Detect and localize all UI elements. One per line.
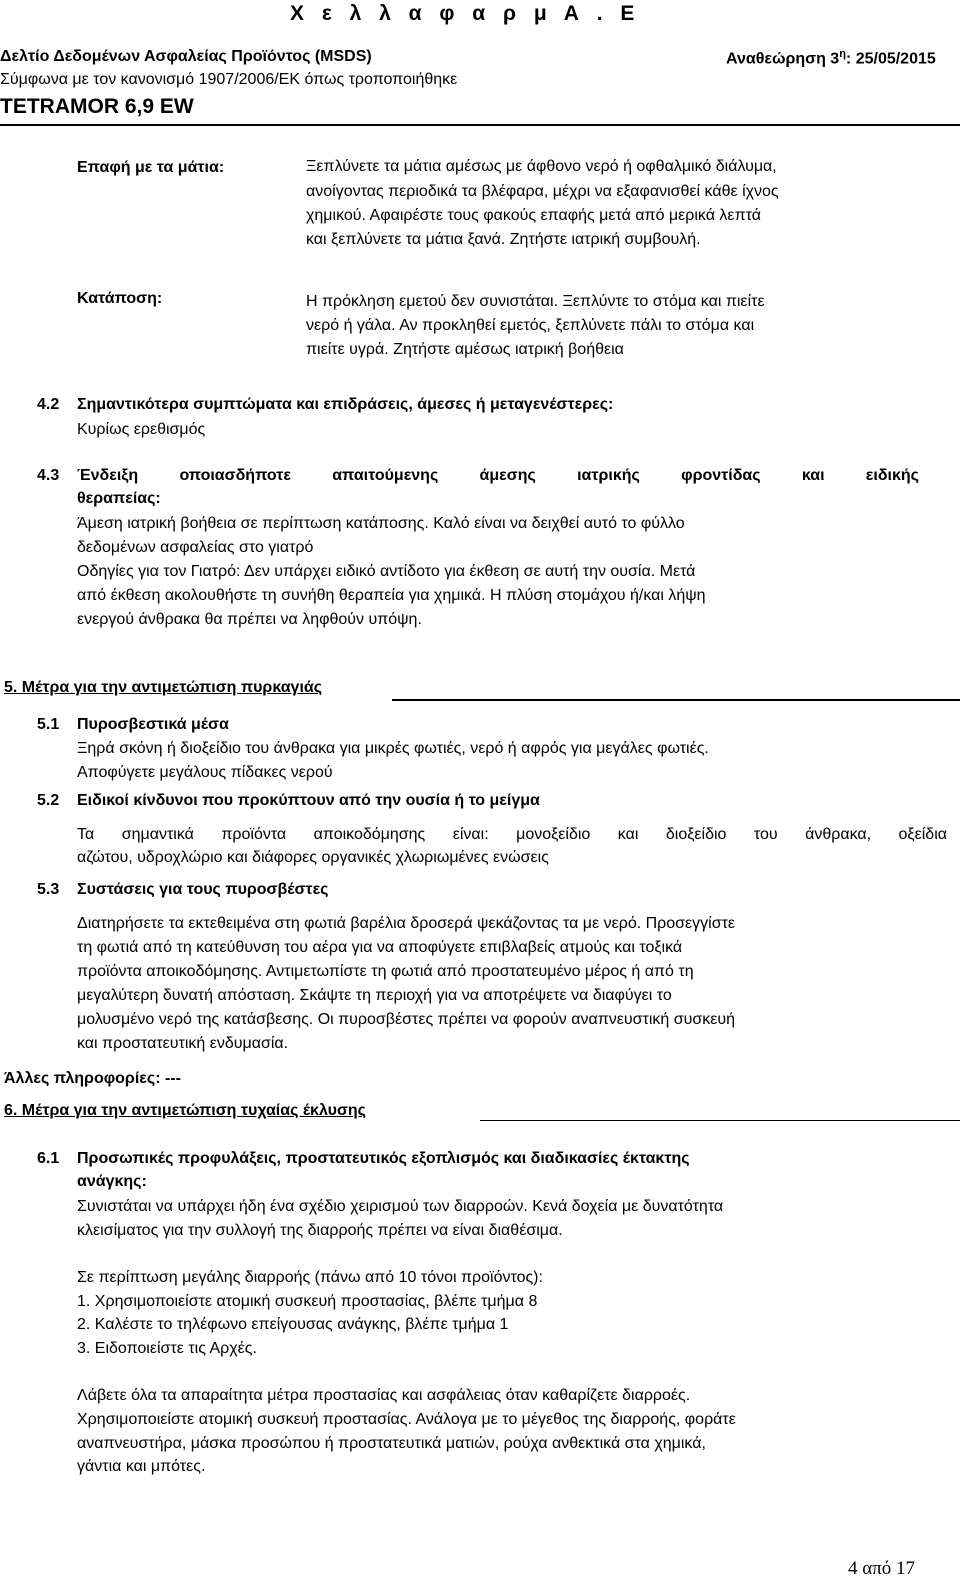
large-spill-intro: Σε περίπτωση μεγάλης διαρροής (πάνω από 10 τόνοι προϊόντος):	[77, 1269, 543, 1286]
section-5-1-number: 5.1	[37, 716, 60, 733]
company-name: Χ ε λ λ α φ α ρ μ Α . Ε	[290, 2, 641, 25]
section-5-3-line-5: μολυσμένο νερό της κατάσβεσης. Οι πυροσβέστες πρέπει να φορούν αναπνευστική συσκευή	[77, 1011, 736, 1028]
other-info: Άλλες πληροφορίες: ---	[4, 1070, 181, 1087]
section-5-2-line-2: αζώτου, υδροχλώριο και διάφορες οργανικές χλωριωμένες ενώσεις	[77, 849, 549, 866]
section-4-3-line-4: από έκθεση ακολουθήστε τη συνήθη θεραπεία για χημικά. Η πλύση στομάχου ή/και λήψη	[77, 587, 706, 604]
section-5-3-line-6: και προστατευτική ενδυμασία.	[77, 1035, 289, 1052]
section-5-title-rule	[392, 699, 960, 701]
section-4-3-line-3: Οδηγίες για τον Γιατρό: Δεν υπάρχει ειδικό αντίδοτο για έκθεση σε αυτή την ουσία. Μετά	[77, 563, 696, 580]
header-divider	[0, 124, 960, 126]
section-6-title: 6. Μέτρα για την αντιμετώπιση τυχαίας έκλυσης	[4, 1102, 366, 1119]
eye-contact-line-1: Ξεπλύνετε τα μάτια αμέσως με άφθονο νερό ή οφθαλμικό διάλυμα,	[306, 158, 777, 175]
section-6-title-rule	[480, 1120, 960, 1121]
section-5-3-line-2: τη φωτιά από τη κατεύθυνση του αέρα για να αποφύγετε επιβλαβείς ατμούς και τοξικά	[77, 939, 683, 956]
section-5-2-number: 5.2	[37, 792, 60, 809]
revision-date: : 25/05/2015	[845, 50, 936, 68]
section-6-1-line-1: Συνιστάται να υπάρχει ήδη ένα σχέδιο χειρισμού των διαρροών. Κενά δοχεία με δυνατότητα	[77, 1198, 724, 1215]
section-4-3-line-1: Άμεση ιατρική βοήθεια σε περίπτωση κατάποσης. Καλό είναι να δειχθεί αυτό το φύλλο	[77, 515, 685, 532]
section-5-2-line-1: Τα σημαντικά προϊόντα αποικοδόμησης είναι: μονοξείδιο και διοξείδιο του άνθρακα, οξείδια	[77, 826, 947, 843]
section-5-3-line-4: μεγαλύτερη δυνατή απόσταση. Σκάψτε τη περιοχή για να αποτρέψετε να διαφύγει το	[77, 987, 672, 1004]
section-5-1-line-1: Ξηρά σκόνη ή διοξείδιο του άνθρακα για μικρές φωτιές, νερό ή αφρός για μεγάλες φωτιές.	[77, 740, 709, 757]
large-spill-step-1: 1. Χρησιμοποιείστε ατομική συσκευή προστασίας, βλέπε τμήμα 8	[77, 1293, 538, 1310]
section-4-2-text: Κυρίως ερεθισμός	[77, 421, 206, 438]
section-5-1-line-2: Αποφύγετε μεγάλους πίδακες νερού	[77, 764, 333, 781]
section-5-3-line-1: Διατηρήσετε τα εκτεθειμένα στη φωτιά βαρέλια δροσερά ψεκάζοντας τα με νερό. Προσεγγίστε	[77, 915, 736, 932]
eye-contact-label: Επαφή με τα μάτια:	[77, 159, 225, 176]
section-4-2-number: 4.2	[37, 396, 60, 413]
revision-info	[726, 48, 936, 68]
section-4-3-heading-line-1: Ένδειξη οποιασδήποτε απαιτούμενης άμεσης ιατρικής φροντίδας και ειδικής	[77, 467, 919, 484]
product-name: TETRAMOR 6,9 EW	[0, 95, 194, 118]
ingestion-label: Κατάποση:	[77, 290, 163, 307]
ingestion-line-1: Η πρόκληση εμετού δεν συνιστάται. Ξεπλύντε το στόμα και πιείτε	[306, 293, 765, 310]
revision-label: Αναθεώρηση 3	[726, 50, 840, 68]
eye-contact-line-2: ανοίγοντας περιοδικά τα βλέφαρα, μέχρι να εξαφανισθεί κάθε ίχνος	[306, 183, 779, 200]
page-number: 4 από 17	[848, 1558, 916, 1579]
regulation-text: Σύμφωνα με τον κανονισμό 1907/2006/ΕΚ όπως τροποποιήθηκε	[0, 71, 458, 88]
section-5-3-line-3: προϊόντα αποικοδόμησης. Αντιμετωπίστε τη φωτιά από προστατευμένο μέρος ή από τη	[77, 963, 694, 980]
section-4-3-heading-line-2: θεραπείας:	[77, 490, 161, 507]
eye-contact-line-4: και ξεπλύνετε τα μάτια ξανά. Ζητήστε ιατρική συμβουλή.	[306, 231, 701, 248]
section-6-1-final-line-1: Λάβετε όλα τα απαραίτητα μέτρα προστασίας και ασφάλειας όταν καθαρίζετε διαρροές.	[77, 1387, 691, 1404]
revision-superscript: η	[839, 48, 846, 60]
sds-title: Δελτίο Δεδομένων Ασφαλείας Προϊόντος (MSDS)	[0, 48, 372, 65]
large-spill-step-3: 3. Ειδοποιείστε τις Αρχές.	[77, 1340, 257, 1357]
section-6-1-line-2: κλεισίματος για την συλλογή της διαρροής πρέπει να είναι διαθέσιμα.	[77, 1222, 563, 1239]
section-6-1-final-line-4: γάντια και μπότες.	[77, 1458, 206, 1475]
ingestion-line-2: νερό ή γάλα. Αν προκληθεί εμετός, ξεπλύνετε πάλι το στόμα και	[306, 317, 755, 334]
section-4-2-heading: Σημαντικότερα συμπτώματα και επιδράσεις, άμεσες ή μεταγενέστερες:	[77, 396, 614, 413]
large-spill-step-2: 2. Καλέστε το τηλέφωνο επείγουσας ανάγκης, βλέπε τμήμα 1	[77, 1316, 509, 1333]
section-6-1-final-line-3: αναπνευστήρα, μάσκα προσώπου ή προστατευτικά ματιών, ρούχα ανθεκτικά στα χημικά,	[77, 1435, 706, 1452]
section-6-1-number: 6.1	[37, 1150, 60, 1167]
section-5-1-heading: Πυροσβεστικά μέσα	[77, 716, 229, 733]
section-4-3-number: 4.3	[37, 467, 60, 484]
section-5-title: 5. Μέτρα για την αντιμετώπιση πυρκαγιάς	[4, 679, 323, 696]
section-6-1-final-line-2: Χρησιμοποιείστε ατομική συσκευή προστασίας. Ανάλογα με το μέγεθος της διαρροής, φοράτε	[77, 1411, 736, 1428]
section-6-1-heading-line-2: ανάγκης:	[77, 1173, 147, 1190]
ingestion-line-3: πιείτε υγρά. Ζητήστε αμέσως ιατρική βοήθεια	[306, 341, 624, 358]
section-4-3-line-5: ενεργού άνθρακα θα πρέπει να ληφθούν υπόψη.	[77, 611, 422, 628]
section-5-3-number: 5.3	[37, 881, 60, 898]
section-6-1-heading-line-1: Προσωπικές προφυλάξεις, προστατευτικός εξοπλισμός και διαδικασίες έκτακτης	[77, 1150, 690, 1167]
section-4-3-line-2: δεδομένων ασφαλείας στο γιατρό	[77, 539, 314, 556]
eye-contact-line-3: χημικού. Αφαιρέστε τους φακούς επαφής μετά από μερικά λεπτά	[306, 207, 761, 224]
section-5-2-heading: Ειδικοί κίνδυνοι που προκύπτουν από την ουσία ή το μείγμα	[77, 792, 540, 809]
section-5-3-heading: Συστάσεις για τους πυροσβέστες	[77, 881, 329, 898]
